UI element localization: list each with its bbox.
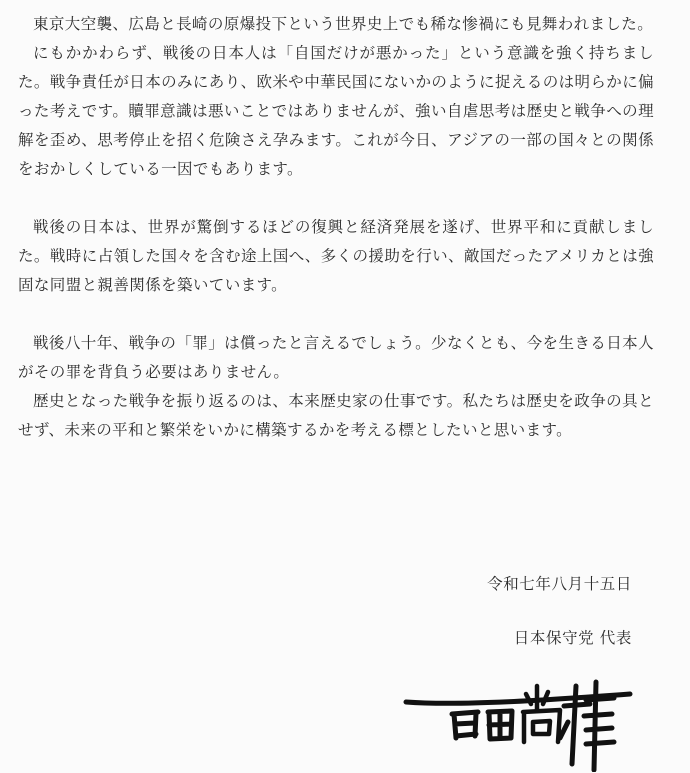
signatory-title: 日本保守党 代表	[513, 629, 632, 647]
paragraph-1: 東京大空襲、広島と長崎の原爆投下という世界史上でも稀な惨禍にも見舞われました。	[33, 15, 654, 33]
paragraph-gap	[18, 184, 654, 213]
paragraph-5: 歴史となった戦争を振り返るのは、本来歴史家の仕事です。私たちは歴史を政争の具とせず、未来の平和と繁栄をいかに構築するかを考える標としたいと思います。	[18, 392, 654, 439]
paragraph-3: 戦後の日本は、世界が驚倒するほどの復興と経済発展を遂げ、世界平和に貢献しました。戦時に占領した国々を含む途上国へ、多くの援助を行い、敵国だったアメリカとは強固な同盟と親善関係を築いています。	[18, 218, 654, 294]
paragraph-gap	[18, 300, 654, 329]
paragraph-4: 戦後八十年、戦争の「罪」は償ったと言えるでしょう。少なくとも、今を生きる日本人がその罪を背負う必要はありません。	[18, 334, 654, 381]
statement-body	[18, 10, 654, 445]
handwritten-signature	[400, 672, 640, 772]
paragraph-2: にもかかわらず、戦後の日本人は「自国だけが悪かった」という意識を強く持ちました。戦争責任が日本のみにあり、欧米や中華民国にないかのように捉えるのは明らかに偏った考えです。贖罪意識は悪いことではありませんが、強い自虐思考は歴史と戦争への理解を歪め、思考停止を招く危険さえ孕みます。これが今日、アジアの一部の国々との関係をおかしくしている一因でもあります。	[18, 44, 655, 178]
statement-date: 令和七年八月十五日	[487, 575, 632, 593]
signature-image	[400, 672, 640, 772]
